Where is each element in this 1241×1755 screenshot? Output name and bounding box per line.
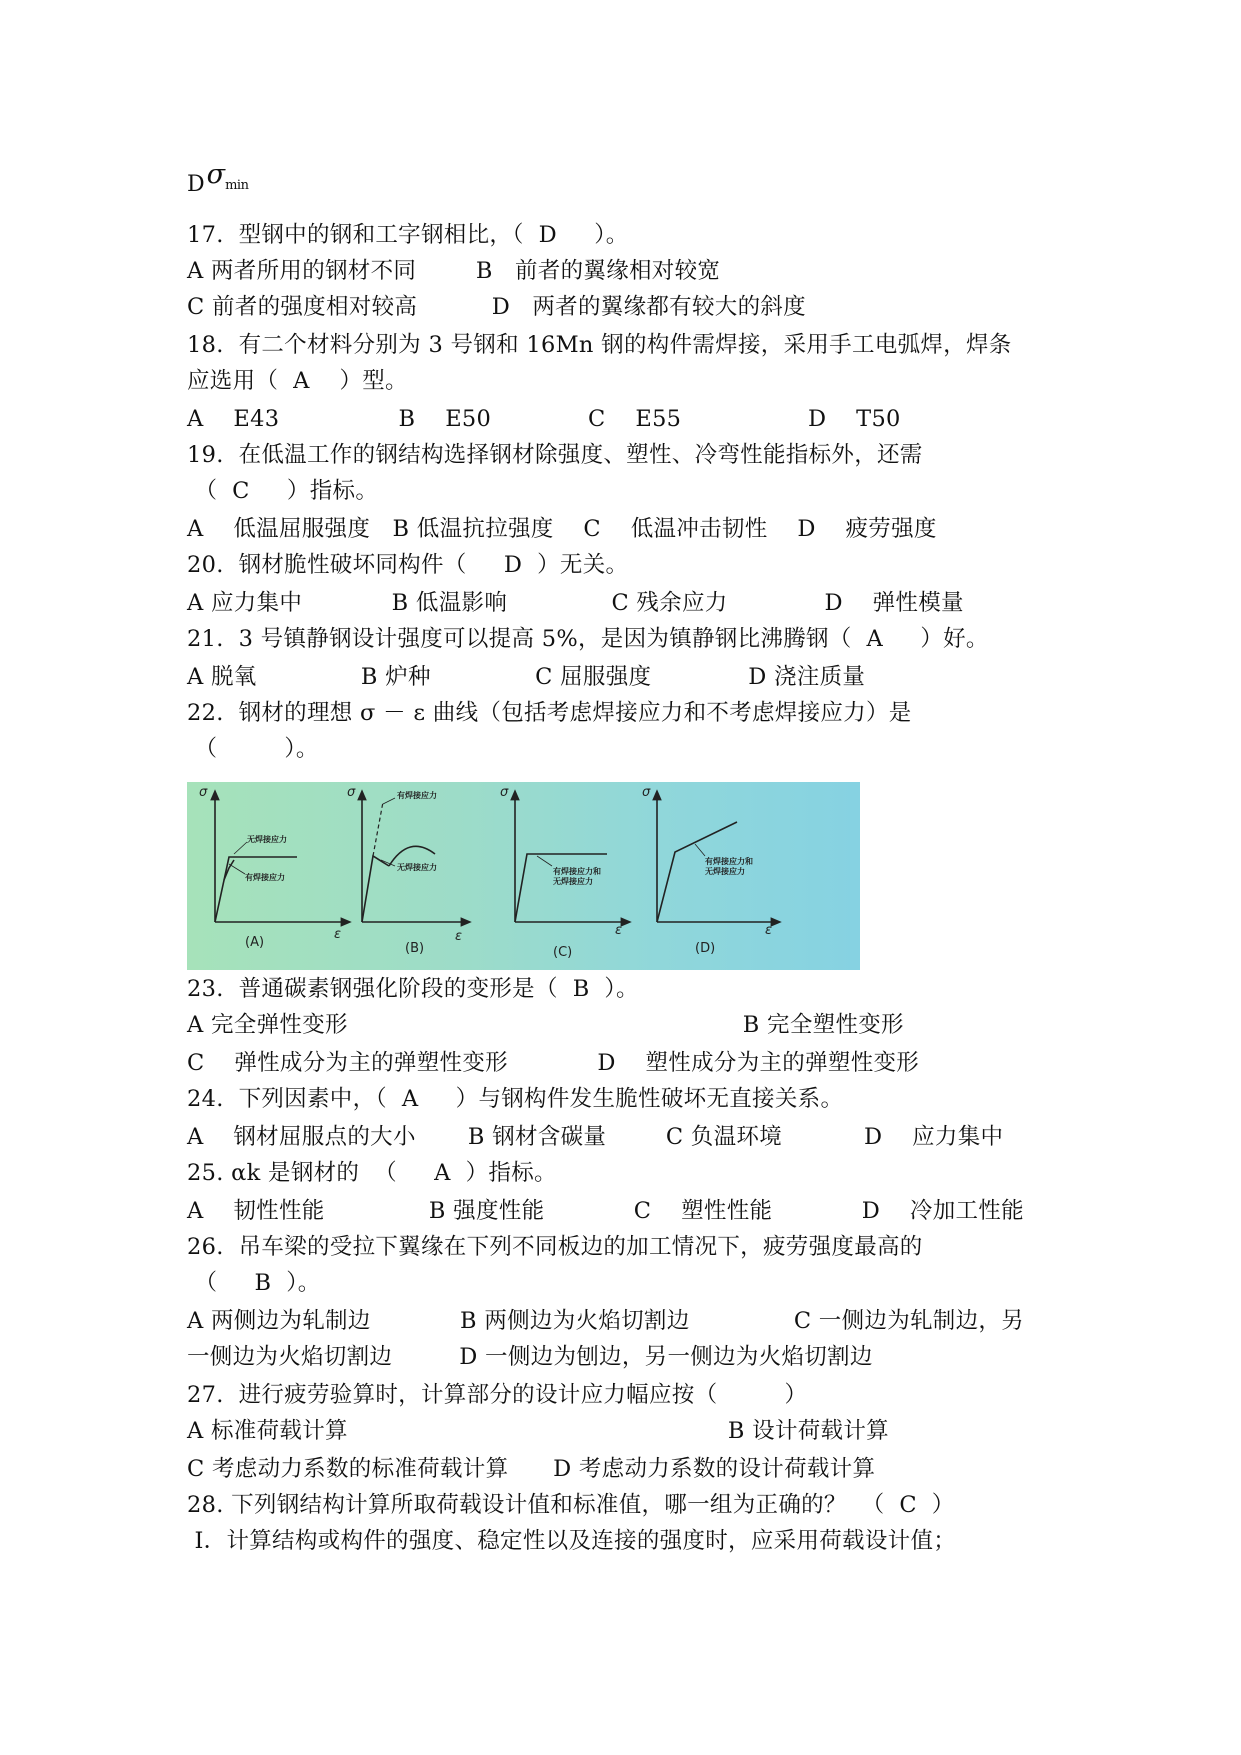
question-28: 28. 下列钢结构计算所取荷载设计值和标准值，哪一组为正确的？ （ C ） [187,1492,955,1518]
stress-strain-curves [187,782,860,970]
panel-b-caption: (B) [405,941,425,956]
panel-d-label-1: 有焊接应力和 [705,857,753,866]
options-26-b: 一侧边为火焰切割边 D 一侧边为刨边，另一侧边为火焰切割边 [187,1344,873,1370]
axis-y-label: σ [642,785,651,800]
question-18-cont: 应选用（ A ）型。 [187,368,408,394]
panel-d-caption: (D) [695,941,716,956]
question-21: 21. 3 号镇静钢设计强度可以提高 5%，是因为镇静钢比沸腾钢（ A ）好。 [187,626,989,652]
axis-y-label: σ [347,785,356,800]
question-22-cont: （ ）。 [187,736,319,762]
question-20: 20. 钢材脆性破坏同构件（ D ）无关。 [187,552,629,578]
options-17-ab: A 两者所用的钢材不同 B 前者的翼缘相对较宽 [187,258,721,284]
options-24: A 钢材屈服点的大小 B 钢材含碳量 C 负温环境 D 应力集中 [187,1124,1004,1150]
options-27-ab: A 标准荷载计算 B 设计荷载计算 [187,1418,889,1444]
options-18: A E43 B E50 C E55 D T50 [187,406,901,432]
question-26: 26. 吊车梁的受拉下翼缘在下列不同板边的加工情况下，疲劳强度最高的 [187,1234,923,1260]
question-23: 23. 普通碳素钢强化阶段的变形是（ B ）。 [187,976,639,1002]
options-20: A 应力集中 B 低温影响 C 残余应力 D 弹性模量 [187,590,964,616]
question-17: 17. 型钢中的钢和工字钢相比，（ D ）。 [187,222,629,248]
sigma-subscript: min [225,178,249,193]
question-26-cont: （ B ）。 [187,1270,321,1296]
panel-b-label-2: 无焊接应力 [397,863,437,872]
panel-c-label-2: 无焊接应力 [553,877,593,886]
options-26-a: A 两侧边为轧制边 B 两侧边为火焰切割边 C 一侧边为轧制边，另 [187,1308,1025,1334]
panel-c-label-1: 有焊接应力和 [553,867,601,876]
axis-x-label: ε [455,929,463,944]
options-23-ab: A 完全弹性变形 B 完全塑性变形 [187,1012,904,1038]
panel-c [500,785,627,960]
question-22: 22. 钢材的理想 σ － ε 曲线（包括考虑焊接应力和不考虑焊接应力）是 [187,700,912,726]
panel-a-label-1: 无焊接应力 [247,835,287,844]
axis-x-label: ε [615,923,623,938]
question-25: 25. αk 是钢材的 （ A ）指标。 [187,1160,557,1186]
options-21: A 脱氧 B 炉种 C 屈服强度 D 浇注质量 [187,664,866,690]
axis-y-label: σ [500,785,509,800]
panel-a-label-2: 有焊接应力 [245,873,285,882]
question-19: 19. 在低温工作的钢结构选择钢材除强度、塑性、冷弯性能指标外，还需 [187,442,923,468]
question-27: 27. 进行疲劳验算时，计算部分的设计应力幅应按（ ） [187,1382,808,1408]
panel-a [199,785,347,950]
panel-d [642,785,777,956]
axis-x-label: ε [334,927,342,942]
options-25: A 韧性性能 B 强度性能 C 塑性性能 D 冷加工性能 [187,1198,1024,1224]
options-17-cd: C 前者的强度相对较高 D 两者的翼缘都有较大的斜度 [187,294,806,320]
panel-d-label-2: 无焊接应力 [705,867,745,876]
sigma-symbol: σ [206,159,226,190]
question-19-cont: （ C ）指标。 [187,478,379,504]
options-23-cd: C 弹性成分为主的弹塑性变形 D 塑性成分为主的弹塑性变形 [187,1050,920,1076]
panel-c-caption: (C) [553,945,573,960]
question-24: 24. 下列因素中，（ A ）与钢构件发生脆性破坏无直接关系。 [187,1086,844,1112]
question-28-item-1: Ⅰ．计算结构或构件的强度、稳定性以及连接的强度时，应采用荷载设计值； [187,1528,957,1554]
options-27-cd: C 考虑动力系数的标准荷载计算 D 考虑动力系数的设计荷载计算 [187,1456,876,1482]
option-d-sigma-min [187,159,249,203]
axis-x-label: ε [765,923,773,938]
stress-strain-figure [187,782,860,970]
axis-y-label: σ [199,785,208,800]
panel-a-caption: (A) [245,935,265,950]
option-letter: D [187,172,205,197]
panel-b [347,785,467,956]
options-19: A 低温屈服强度 B 低温抗拉强度 C 低温冲击韧性 D 疲劳强度 [187,516,937,542]
question-18: 18. 有二个材料分别为 3 号钢和 16Mn 钢的构件需焊接，采用手工电弧焊，焊条 [187,332,1012,358]
panel-b-label-1: 有焊接应力 [397,791,437,800]
